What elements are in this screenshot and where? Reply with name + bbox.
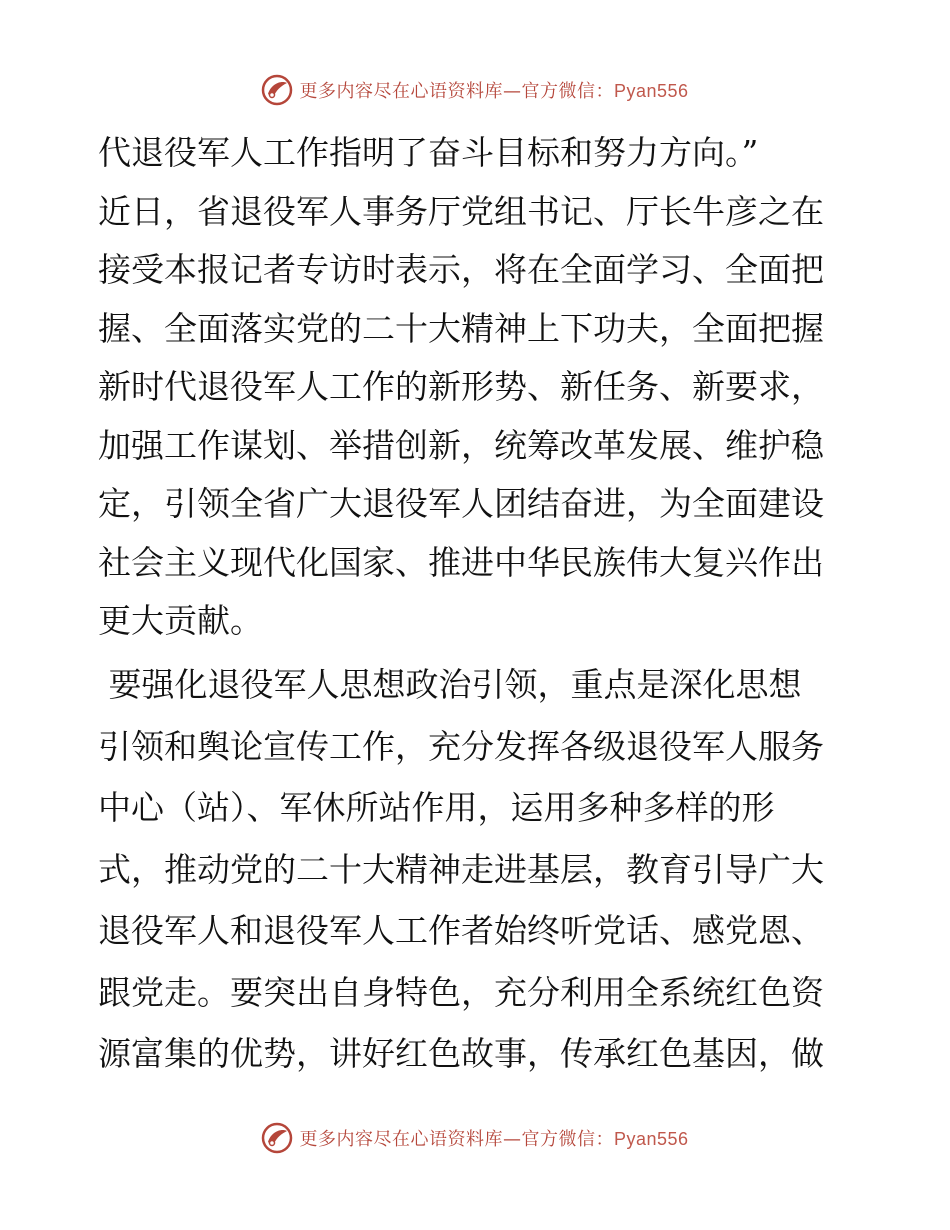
paragraph-2-line: 要强化退役军人思想政治引领，重点是深化思想 — [98, 665, 802, 704]
paragraph-1 — [98, 124, 858, 651]
footer-site-text: 更多内容尽在心语资料库—官方微信： — [299, 1129, 614, 1150]
paragraph-1-line: 更大贡献。 — [98, 601, 263, 640]
paragraph-2-line: 式，推动党的二十大精神走进基层，教育引导广大 — [98, 849, 824, 889]
paragraph-2-line: 退役军人和退役军人工作者始终听党话、感党恩、 — [98, 911, 824, 950]
header-watermark-banner — [0, 70, 950, 110]
paragraph-1-line: 代退役军人工作指明了奋斗目标和努力方向。” — [98, 133, 759, 172]
paragraph-2-line: 源富集的优势，讲好红色故事，传承红色基因，做 — [98, 1034, 824, 1073]
paragraph-2-line: 中心（站）、军休所站作用，运用多种多样的形 — [98, 788, 775, 827]
footer-contact-id: Pyan556 — [613, 1129, 689, 1149]
paragraph-1-line: 社会主义现代化国家、推进中华民族伟大复兴作出 — [98, 542, 824, 582]
paragraph-1-line: 定，引领全省广大退役军人团结奋进，为全面建设 — [98, 484, 824, 523]
paragraph-1-line: 握、全面落实党的二十大精神上下功夫，全面把握 — [98, 308, 824, 348]
footer-watermark-banner — [0, 1118, 950, 1158]
header-contact-id: Pyan556 — [613, 81, 689, 101]
footer-banner-text — [299, 1125, 688, 1151]
site-logo-icon — [261, 74, 293, 106]
paragraph-2 — [98, 654, 858, 1085]
paragraph-1-line: 近日，省退役军人事务厅党组书记、厅长牛彦之在 — [98, 191, 824, 231]
paragraph-1-line: 新时代退役军人工作的新形势、新任务、新要求， — [98, 367, 824, 406]
site-logo-icon — [261, 1122, 293, 1154]
paragraph-2-line: 跟党走。要突出自身特色，充分利用全系统红色资 — [98, 972, 824, 1012]
paragraph-2-line: 引领和舆论宣传工作，充分发挥各级退役军人服务 — [98, 726, 824, 766]
paragraph-1-line: 加强工作谋划、举措创新，统筹改革发展、维护稳 — [98, 425, 824, 465]
paragraph-1-line: 接受本报记者专访时表示，将在全面学习、全面把 — [98, 250, 824, 289]
header-banner-text — [299, 77, 688, 103]
header-site-text: 更多内容尽在心语资料库—官方微信： — [299, 81, 614, 102]
